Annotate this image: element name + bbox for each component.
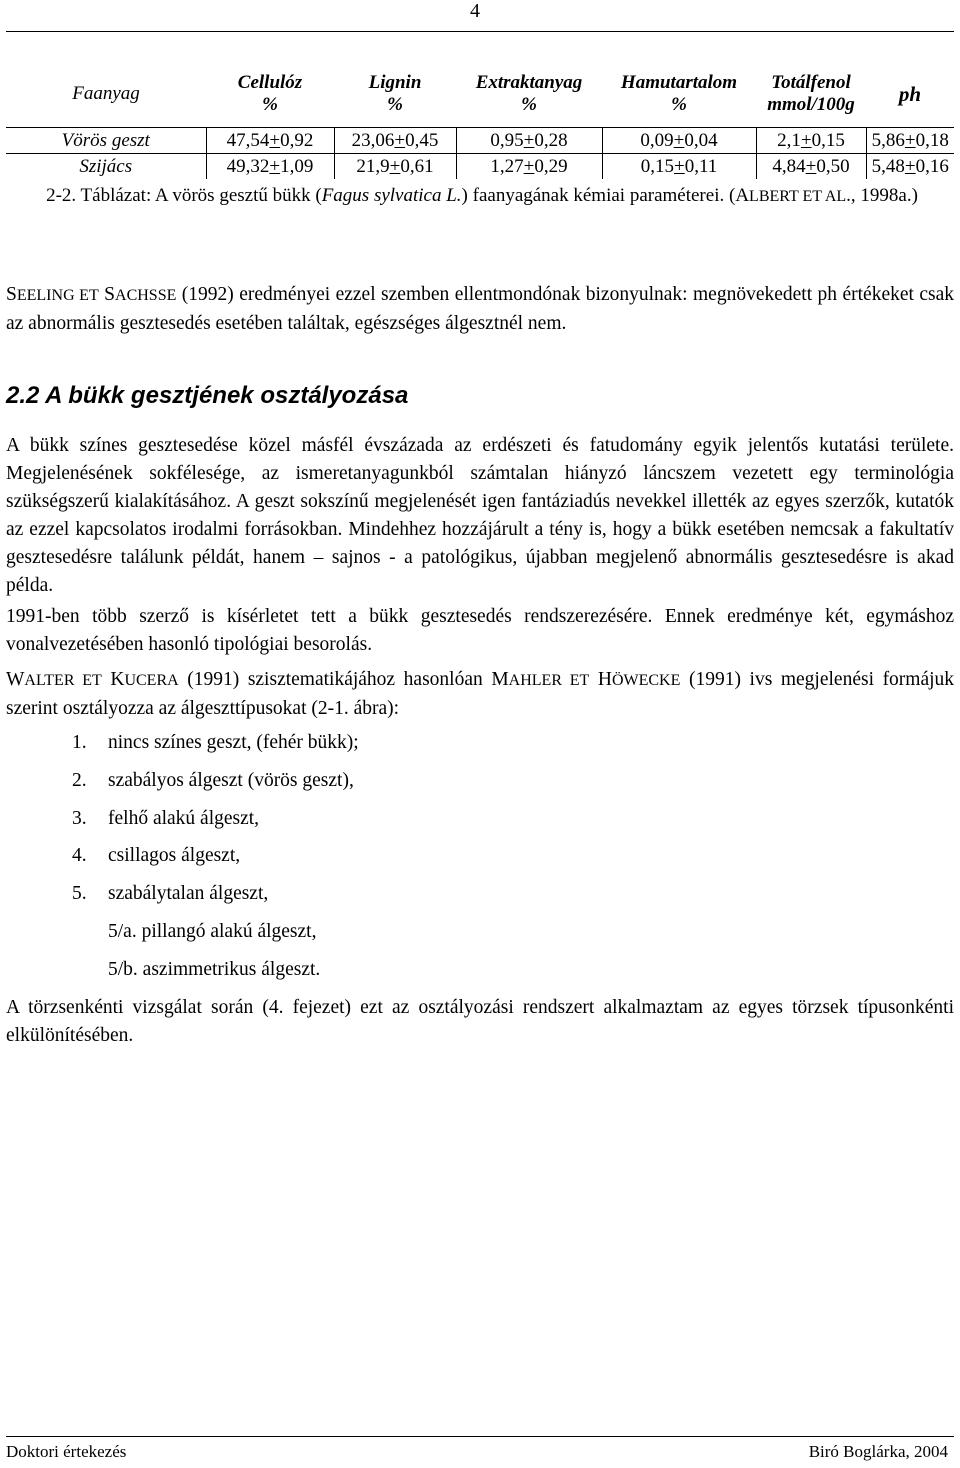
header-cellulose: Cellulóz %	[206, 61, 334, 128]
paragraph-final: A törzsenkénti vizsgálat során (4. fejezet) ezt az osztályozási rendszert alkalmaztam az egyes törzsek típusonkénti elkülönítésében.	[6, 997, 954, 1046]
table-cell: 1,27+0,29	[456, 154, 602, 180]
table-header-row	[6, 61, 954, 128]
header-ash: Hamutartalom %	[602, 61, 756, 128]
sublist-item: 5/a. pillangó alakú álgeszt,	[108, 921, 317, 942]
header-total-phenol: Totálfenol mmol/100g	[756, 61, 866, 128]
table-row	[6, 128, 954, 154]
footer-left: Doktori értekezés	[6, 1442, 127, 1461]
chemical-parameters-table	[6, 61, 954, 179]
table-cell: 5,48+0,16	[871, 155, 949, 177]
list-item: 1. nincs színes geszt, (fehér bükk);	[72, 732, 359, 753]
table-row	[6, 154, 954, 180]
table-cell: 47,54+0,92	[206, 128, 334, 154]
footer-right: Biró Boglárka, 2004	[808, 1442, 948, 1461]
page-number: 4	[470, 0, 480, 22]
table-caption: 2-2. Táblázat: A vörös gesztű bükk (Fagus sylvatica L.) faanyagának kémiai paraméterei. (ALBERT ET AL., 1998a.)	[46, 185, 918, 206]
table-cell: 23,06+0,45	[334, 128, 456, 154]
section-heading: 2.2 A bükk gesztjének osztályozása	[6, 382, 409, 409]
header-ph: ph	[866, 61, 954, 128]
header-faanyag: Faanyag	[6, 61, 206, 128]
list-item: 3. felhő alakú álgeszt,	[72, 808, 260, 829]
row-name: Szijács	[6, 154, 206, 180]
paragraph-walter: WALTER ET KUCERA (1991) szisztematikájához hasonlóan MAHLER ET HÖWECKE (1991) ivs megjelenési formájuk szerint osztályozza az álgeszttípusokat (2-1. ábra):	[6, 669, 955, 719]
header-lignin: Lignin %	[334, 61, 456, 128]
header-extractives: Extraktanyag %	[456, 61, 602, 128]
table-cell: 2,1+0,15	[756, 128, 866, 154]
paragraph-1991: 1991-ben több szerző is kísérletet tett a bükk gesztesedés rendszerezésére. Ennek eredménye két, egymáshoz vonalvezetésében hasonló tipológiai besorolás.	[6, 606, 954, 655]
table-cell: 0,95+0,28	[456, 128, 602, 154]
sublist-item: 5/b. aszimmetrikus álgeszt.	[108, 959, 321, 980]
table-cell: 21,9+0,61	[334, 154, 456, 180]
table-cell: 4,84+0,50	[756, 154, 866, 180]
table-cell: 0,15+0,11	[602, 154, 756, 180]
table-cell: 49,32+1,09	[206, 154, 334, 180]
row-name: Vörös geszt	[6, 128, 206, 154]
footer-rule	[6, 1436, 954, 1437]
table-cell: 5,86+0,18	[866, 128, 954, 154]
header-rule	[6, 31, 954, 32]
list-item: 5. szabálytalan álgeszt,	[72, 883, 269, 904]
list-item: 2. szabályos álgeszt (vörös geszt),	[72, 770, 354, 791]
paragraph-seeling: SEELING ET SACHSSE (1992) eredményei ezzel szemben ellentmondónak bizonyulnak: megnövekedett ph értékeket csak az abnormális gesztesedés esetében találtak, egészséges álgesztnél nem.	[6, 284, 954, 334]
list-item: 4. csillagos álgeszt,	[72, 845, 241, 866]
table-cell: 0,09+0,04	[602, 128, 756, 154]
paragraph-intro: A bükk színes gesztesedése közel másfél évszázada az erdészeti és fatudomány egyik jelentős kutatási területe. Megjelenésének sokfélesége, az ismeretanyagunkból számtalan hiányzó láncszem vezetett egy terminológia szükségszerű kialakításához. A geszt sokszínű megjelenését igen fantáziadús nevekkel illették az egyes szerzők, kutatók az ezzel kapcsolatos irodalmi forrásokban. Mindehhez hozzájárult a tény is, hogy a bükk esetében nemcsak a fakultatív gesztesedésre találunk példát, hanem – sajnos - a patológikus, újabban megjelenő abnormális gesztesedésre is akad példa.	[6, 435, 954, 596]
